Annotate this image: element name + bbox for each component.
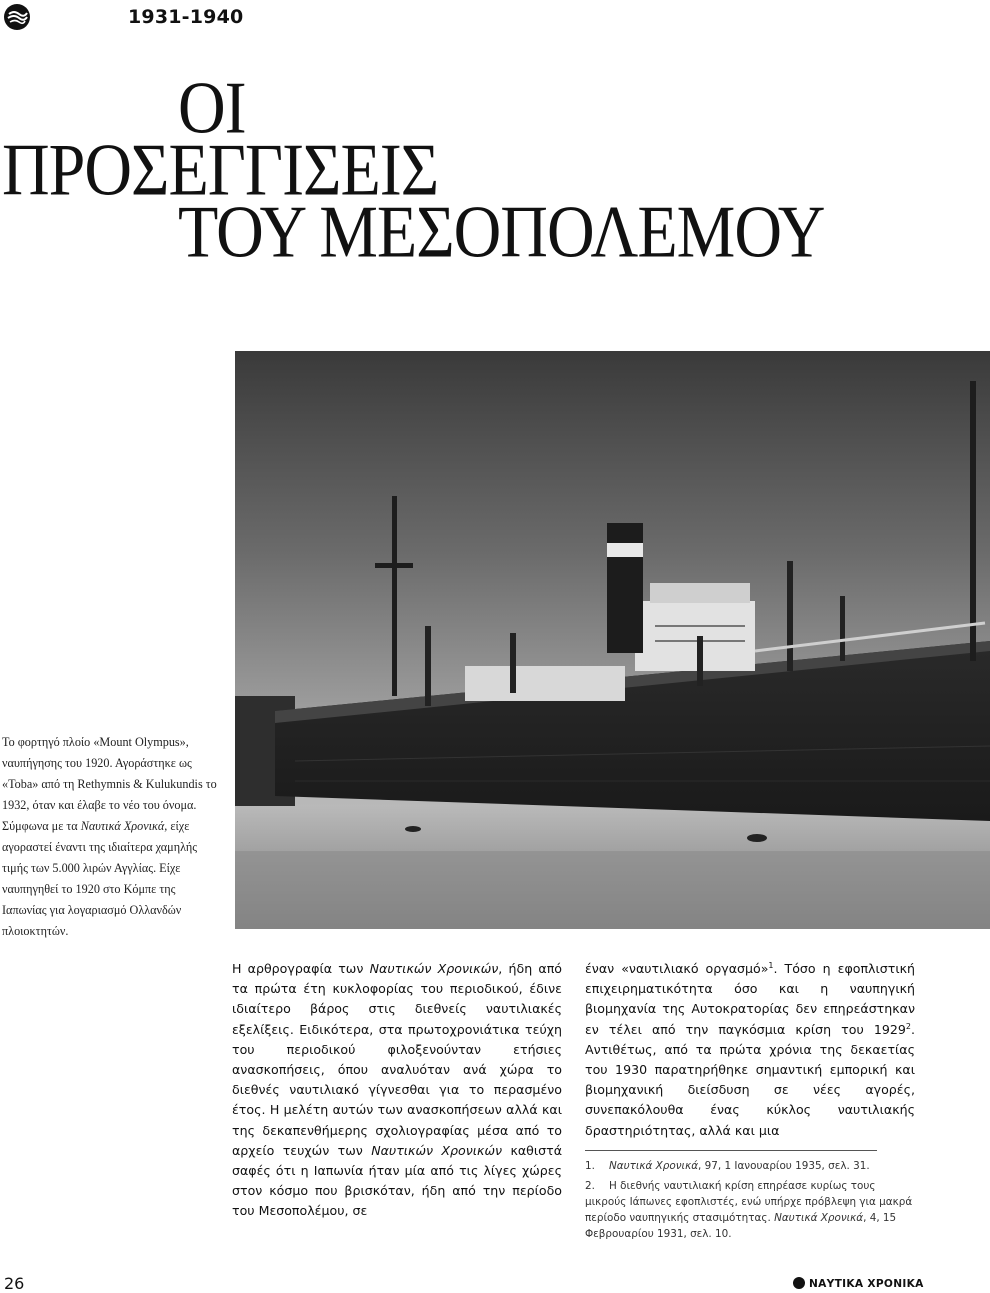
footnote-ref-1[interactable]: 1 bbox=[768, 960, 774, 970]
footnote-text: , 4, 15 Φεβρουαρίου 1931, σελ. 10. bbox=[585, 1212, 897, 1240]
section-years: 1931-1940 bbox=[128, 6, 244, 28]
body-italic: Ναυτικών Χρονικών bbox=[369, 961, 499, 976]
footer-brand-text: ΝΑΥΤΙΚΑ ΧΡΟΝΙΚΑ bbox=[809, 1278, 924, 1290]
body-text: Η αρθρογραφία των bbox=[232, 961, 370, 976]
wave-logo-icon bbox=[4, 4, 30, 30]
footnote-text: , 97, 1 Ιανουαρίου 1935, σελ. 31. bbox=[698, 1160, 870, 1172]
footnote-number: 1. bbox=[585, 1160, 595, 1172]
body-text: . Τόσο η εφοπλιστική επιχειρηματικότητα όσο και η ναυπηγική βιομηχανία της Αυτοκρατορίας δεν επηρεάστηκαν εν τέλει από την παγκόσμια κρίση του 1929 bbox=[585, 961, 915, 1037]
body-text: έναν «ναυτιλιακό οργασμό» bbox=[585, 961, 769, 976]
body-column-1 bbox=[232, 959, 562, 1222]
body-italic: Ναυτικών Χρονικών bbox=[371, 1142, 503, 1158]
title-line-2: ΠΡΟΣΕΓΓΙΣΕΙΣ bbox=[2, 129, 439, 212]
body-text: καθιστά σαφές ότι η Ιαπωνία ήταν μία από τις λίγες χώρες στον κόσμο που βρισκόταν, ήδη από την περίοδο του Μεσοπολέμου, σε bbox=[232, 1142, 562, 1219]
caption-italic: Ναυτικά Χρονικά bbox=[80, 819, 165, 833]
footnote-divider bbox=[585, 1150, 877, 1151]
page-number: 26 bbox=[4, 1274, 25, 1293]
body-text: . Αντιθέτως, από τα πρώτα χρόνια της δεκαετίας του 1930 παρατηρήθηκε σημαντική εμπορική και βιομηχανική διείσδυση σε νέες αγορές, συνεπακόλουθα ένας κύκλος ναυτιλιακής δραστηριότητας, αλλά και μια bbox=[585, 1021, 915, 1138]
wave-logo-icon bbox=[793, 1277, 805, 1289]
footnote-italic: Ναυτικά Χρονικά bbox=[609, 1160, 699, 1172]
footnote-1 bbox=[585, 1158, 915, 1174]
footnote-number: 2. bbox=[585, 1180, 595, 1192]
footer-brand bbox=[793, 1277, 924, 1290]
footnote-text: Η διεθνής ναυτιλιακή κρίση επηρέασε κυρίως τους μικρούς Ιάπωνες εφοπλιστές, ενώ υπήρχε πρόβλεψη για μακρά περίοδο ναυπηγικής στασιμότητας. bbox=[585, 1180, 913, 1224]
caption-text-end: , είχε αγοραστεί έναντι της ιδιαίτερα χαμηλής τιμής των 5.000 λιρών Αγγλίας. Είχε ναυπηγηθεί το 1920 στο Κόμπε της Ιαπωνίας για λογαριασμό Ολλανδών πλοιοκτητών. bbox=[2, 819, 198, 938]
photo-caption bbox=[2, 732, 222, 942]
body-column-2 bbox=[585, 959, 915, 1141]
cargo-ship-photo bbox=[235, 351, 990, 929]
title-line-1: ΟΙ bbox=[178, 67, 246, 150]
footnote-ref-2[interactable]: 2 bbox=[905, 1021, 911, 1031]
caption-text: Το φορτηγό πλοίο «Mount Olympus», ναυπήγησης του 1920. Αγοράστηκε ως «Toba» από τη Rethymnis & Kulukundis το 1932, όταν και έλαβε το νέο του όνομα. Σύμφωνα με τα bbox=[2, 735, 217, 833]
footnote-italic: Ναυτικά Χρονικά bbox=[774, 1212, 864, 1224]
body-text: , ήδη από τα πρώτα έτη κυκλοφορίας του περιοδικού, έδινε ιδιαίτερο βάρος στις διεθνείς ναυτιλιακές εξελίξεις. Ειδικότερα, στα πρωτοχρονιάτικα τεύχη του περιοδικού φιλοξενούνταν ετήσιες ανασκοπήσεις, όπου αναλυόταν ανά χώρα το διεθνές ναυτιλιακό γίγνεσθαι για το περασμένο έτος. Η μελέτη αυτών των ανασκοπήσεων αλλά και της δεκαπενθήμερης σχολιογραφίας μέσα από το αρχείο τευχών των bbox=[232, 961, 562, 1158]
footnote-2 bbox=[585, 1178, 915, 1242]
title-line-3: ΤΟΥ ΜΕΣΟΠΟΛΕΜΟΥ bbox=[178, 191, 825, 274]
